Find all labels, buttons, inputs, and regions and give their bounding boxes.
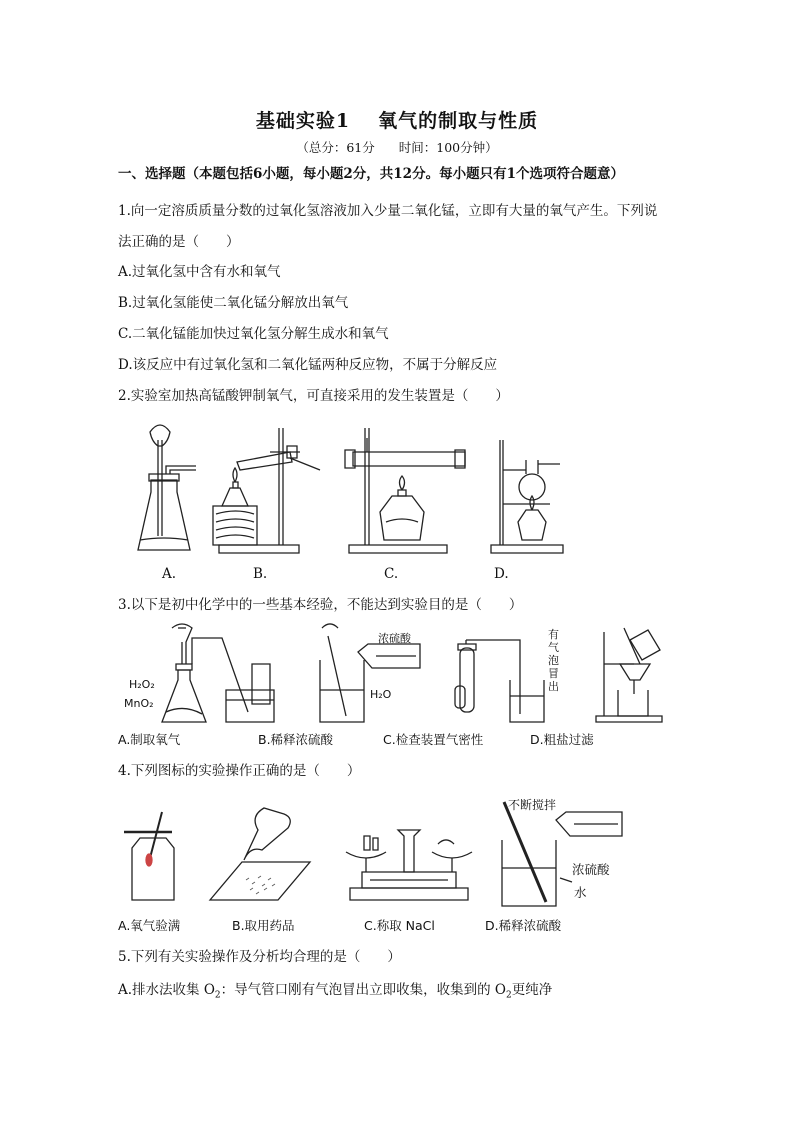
operation-d-drawing (502, 802, 622, 906)
q4-option-c: C.称取 NaCl (364, 918, 435, 933)
q5-option-a (118, 981, 552, 1005)
q2-label-a: A. (162, 566, 177, 582)
q3-stem: 3.以下是初中化学中的一些基本经验，不能达到实验目的是（ ） (118, 597, 523, 613)
q5-option-a-part2: ：导气管口刚有气泡冒出立即收集，收集到的 O (220, 982, 506, 998)
q1-option-d: D.该反应中有过氧化氢和二氧化锰两种反应物，不属于分解反应 (118, 357, 498, 373)
q3-option-a: A.制取氧气 (118, 732, 181, 747)
title-part1: 基础实验1 (255, 110, 351, 132)
q4-operations-figure (0, 795, 794, 915)
q5-subscript-1: 2 (214, 990, 221, 1001)
q4-option-b: B.取用药品 (232, 918, 295, 933)
q1-stem-line2: 法正确的是（ ） (118, 234, 240, 250)
operation-a-drawing (124, 812, 174, 900)
q3-option-d: D.粗盐过滤 (530, 732, 594, 747)
fig-label-water-q4: 水 (574, 885, 587, 900)
q4-option-d: D.稀释浓硫酸 (485, 918, 562, 933)
q5-option-a-part3: 更纯净 (511, 982, 553, 998)
apparatus-a-drawing (138, 425, 196, 550)
q4-stem: 4.下列图标的实验操作正确的是（ ） (118, 763, 361, 779)
operation-b-drawing (210, 808, 310, 900)
q5-stem: 5.下列有关实验操作及分析均合理的是（ ） (118, 949, 401, 965)
apparatus-c-drawing (345, 428, 465, 553)
q2-stem: 2.实验室加热高锰酸钾制氧气，可直接采用的发生装置是（ ） (118, 388, 509, 404)
experiment-c-drawing (455, 640, 544, 722)
q5-option-a-part1: A.排水法收集 O (118, 982, 215, 998)
total-score: （总分：61分 (296, 140, 375, 155)
q1-option-a: A.过氧化氢中含有水和氧气 (118, 264, 281, 280)
q4-option-a: A.氧气验满 (118, 918, 181, 933)
time-limit: 时间：100分钟） (398, 140, 498, 155)
experiment-a-drawing (162, 624, 274, 722)
fig-label-mno2: MnO₂ (124, 697, 154, 710)
fig-label-water-q3: H₂O (370, 688, 392, 701)
q2-apparatus-figure (0, 420, 794, 565)
q5-subscript-2: 2 (506, 990, 512, 1001)
experiment-d-drawing (596, 628, 662, 722)
q2-label-d: D. (494, 566, 509, 582)
q1-option-c: C.二氧化锰能加快过氧化氢分解生成水和氧气 (118, 326, 389, 342)
fig-label-stir: 不断搅拌 (508, 798, 557, 812)
page-subtitle (0, 138, 794, 156)
page-title (0, 106, 794, 133)
apparatus-d-drawing (491, 440, 563, 553)
q3-option-b: B.稀释浓硫酸 (258, 732, 334, 747)
q3-option-c: C.检查装置气密性 (383, 732, 484, 747)
q1-option-b: B.过氧化氢能使二氧化锰分解放出氧气 (118, 295, 349, 311)
title-part2: 氧气的制取与性质 (378, 110, 539, 132)
fig-label-conc-acid-q3: 浓硫酸 (378, 632, 411, 645)
operation-c-drawing (346, 830, 472, 900)
fig-label-bubbles: 有气泡冒出 (548, 628, 559, 693)
q2-label-c: C. (384, 566, 399, 582)
fig-label-h2o2: H₂O₂ (129, 678, 155, 691)
fig-label-conc-acid-q4: 浓硫酸 (572, 862, 610, 877)
q2-label-b: B. (253, 566, 268, 582)
q1-stem-line1: 1.向一定溶质质量分数的过氧化氢溶液加入少量二氧化锰，立即有大量的氧气产生。下列说 (118, 203, 658, 219)
apparatus-b-drawing (213, 428, 320, 553)
section-heading: 一、选择题（本题包括6小题，每小题2分，共12分。每小题只有1个选项符合题意） (118, 166, 624, 182)
